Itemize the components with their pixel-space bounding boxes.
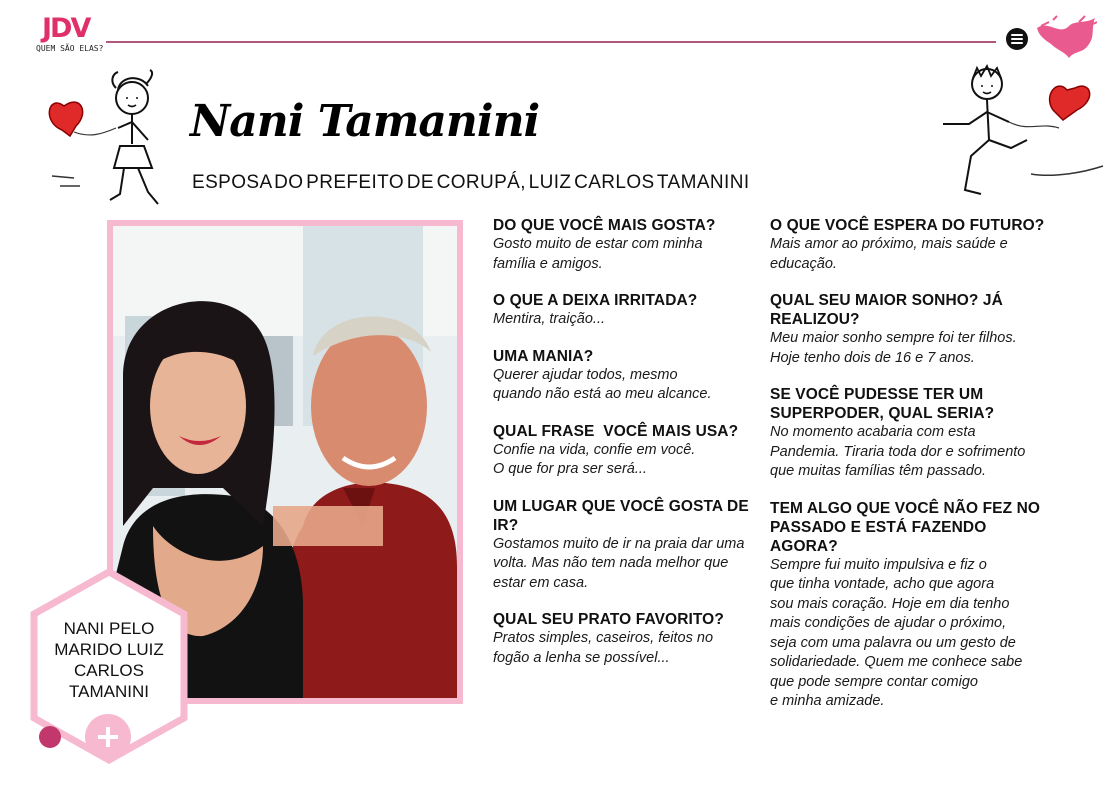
hamburger-menu-icon[interactable] (1006, 28, 1028, 50)
answer-line: que muitas famílias têm passado. (770, 463, 986, 479)
question: UM LUGAR QUE VOCÊ GOSTA DE IR? (493, 497, 749, 534)
answer-line: Sempre fui muito impulsiva e fiz o (770, 556, 987, 573)
magazine-logo[interactable] (34, 14, 102, 58)
answer-line: seja com uma palavra ou um gesto de (770, 634, 1016, 651)
qa-item (493, 422, 761, 480)
answer-line: Mais amor ao próximo, mais saúde e (770, 236, 1008, 252)
answer-line: fogão a lenha se possível... (493, 649, 670, 666)
question: O QUE VOCÊ ESPERA DO FUTURO? (770, 217, 1045, 234)
qa-item (493, 347, 761, 405)
answer-line: Gosto muito de estar com minha (493, 236, 703, 252)
pink-brush-decoration-icon (1035, 14, 1097, 60)
answer-line: sou mais coração. Hoje em dia tenho (770, 595, 1010, 612)
page-subtitle: ESPOSA DO PREFEITO DE CORUPÁ, LUIZ CARLOS TAMANINI (192, 172, 750, 193)
answer-line: Querer ajudar todos, mesmo (493, 366, 678, 383)
answer-line: estar em casa. (493, 574, 589, 591)
answer-line: solidariedade. Quem me conhece sabe (770, 654, 1023, 670)
qa-item (493, 497, 761, 594)
header-divider (106, 41, 996, 43)
expand-plus-button[interactable] (85, 714, 131, 760)
answer-line: Hoje tenho dois de 16 e 7 anos. (770, 349, 975, 366)
answer-line: Gostamos muito de ir na praia dar uma (493, 535, 745, 552)
answer-line: mais condições de ajudar o próximo, (770, 615, 1007, 631)
answer-line: Meu maior sonho sempre foi ter filhos. (770, 330, 1017, 346)
answer-line: Pratos simples, caseiros, feitos no (493, 630, 714, 646)
qa-item (493, 291, 761, 330)
qa-column-left (493, 216, 761, 685)
question: QUAL FRASE VOCÊ MAIS USA? (493, 422, 739, 440)
boy-with-heart-doodle (935, 62, 1107, 206)
question: UMA MANIA? (493, 347, 594, 365)
answer-line: e minha amizade. (770, 693, 885, 709)
answer-line: Pandemia. Tiraria toda dor e sofrimento (770, 443, 1026, 460)
answer-line: que pode sempre contar comigo (770, 673, 978, 690)
question: QUAL SEU PRATO FAVORITO? (493, 611, 724, 628)
question: DO QUE VOCÊ MAIS GOSTA? (493, 217, 716, 234)
answer-line: família e amigos. (493, 255, 603, 272)
answer-line: que tinha vontade, acho que agora (770, 576, 995, 592)
question: TEM ALGO QUE VOCÊ NÃO FEZ NO PASSADO E ESTÁ FAZENDO AGORA? (770, 499, 1041, 555)
page-indicator-dot[interactable] (39, 726, 61, 748)
qa-item (493, 216, 761, 274)
qa-item (770, 385, 1050, 482)
question: SE VOCÊ PUDESSE TER UM SUPERPODER, QUAL SERIA? (770, 386, 995, 422)
qa-item (770, 499, 1050, 712)
qa-item (493, 610, 761, 668)
photo-caption: NANI PELO MARIDO LUIZ CARLOS TAMANINI (54, 619, 164, 701)
answer-line: No momento acabaria com esta (770, 424, 976, 440)
answer-line: volta. Mas não tem nada melhor que (493, 555, 729, 571)
qa-item (770, 291, 1050, 368)
question: O QUE A DEIXA IRRITADA? (493, 292, 698, 309)
answer-line: educação. (770, 255, 837, 272)
qa-column-right (770, 216, 1050, 729)
qa-item (770, 216, 1050, 274)
logo-mark: JDV (42, 13, 90, 44)
answer-line: Confie na vida, confie em você. (493, 441, 696, 458)
page-title: Nani Tamanini (190, 96, 540, 147)
logo-subtitle: QUEM SÃO ELAS? (36, 44, 104, 53)
girl-with-heart-doodle (40, 68, 180, 210)
answer-line: quando não está ao meu alcance. (493, 386, 712, 402)
answer-line: O que for pra ser será... (493, 461, 647, 477)
answer-line: Mentira, traição... (493, 311, 606, 327)
question: QUAL SEU MAIOR SONHO? JÁ REALIZOU? (770, 292, 1003, 328)
